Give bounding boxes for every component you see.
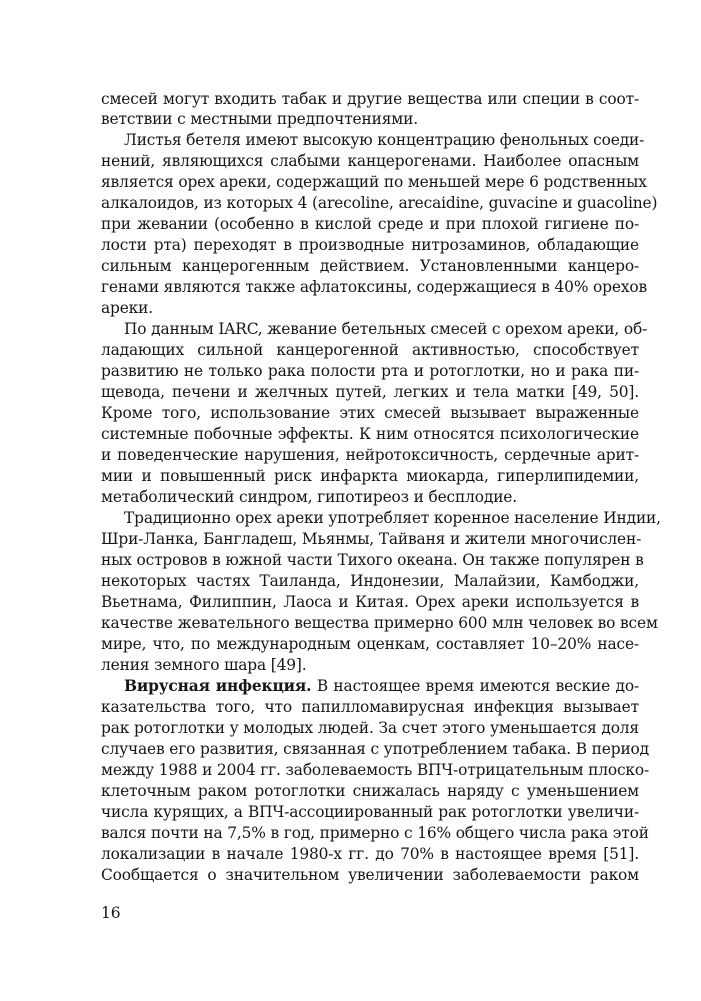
text-line: Кроме того, использование этих смесей вызывает выраженные	[101, 404, 639, 422]
text-line: нений, являющихся слабыми канцерогенами. Наиболее опасным	[101, 152, 639, 170]
text-line: качестве жевательного вещества примерно 600 млн человек во всем	[101, 614, 658, 632]
text-line: числа курящих, а ВПЧ-ассоциированный рак ротоглотки увеличи-	[101, 803, 639, 821]
text-line: смесей могут входить табак и другие вещества или специи в соот-	[101, 90, 639, 108]
text-line	[124, 677, 639, 695]
section-heading: Вирусная инфекция.	[124, 677, 312, 695]
text-line: при жевании (особенно в кислой среде и при плохой гигиене по-	[101, 215, 639, 233]
text-line: Вьетнама, Филиппин, Лаоса и Китая. Орех ареки используется в	[101, 593, 639, 611]
text-line: казательства того, что папилломавирусная инфекция вызывает	[101, 698, 639, 716]
text-line: лости рта) переходят в производные нитрозаминов, обладающие	[101, 236, 639, 254]
text-line: системные побочные эффекты. К ним относятся психологические	[101, 425, 639, 443]
text-line: локализации в начале 1980-х гг. до 70% в настоящее время [51].	[101, 845, 639, 863]
text-run: В настоящее время имеются веские до-	[311, 677, 640, 695]
page-number: 16	[101, 904, 121, 922]
text-line: рак ротоглотки у молодых людей. За счет этого уменьшается доля	[101, 719, 639, 737]
text-line: мире, что, по международным оценкам, составляет 10–20% насе-	[101, 635, 639, 653]
text-line: Сообщается о значительном увеличении заболеваемости раком	[101, 866, 639, 884]
text-line: вался почти на 7,5% в год, примерно с 16% общего числа рака этой	[101, 824, 649, 842]
text-line: ареки.	[101, 299, 154, 317]
text-line: ления земного шара [49].	[101, 656, 307, 674]
text-line: и поведенческие нарушения, нейротоксичность, сердечные арит-	[101, 446, 639, 464]
text-line: случаев его развития, связанная с употреблением табака. В период	[101, 740, 650, 758]
text-line: является орех ареки, содержащий по меньшей мере 6 родственных	[101, 173, 647, 191]
text-line: ладающих сильной канцерогенной активностью, способствует	[101, 341, 639, 359]
text-line: По данным IARC, жевание бетельных смесей с орехом ареки, об-	[124, 320, 648, 338]
text-line: алкалоидов, из которых 4 (arecoline, arecaidine, guvacine и guacoline)	[101, 194, 658, 212]
text-line: между 1988 и 2004 гг. заболеваемость ВПЧ-отрицательным плоско-	[101, 761, 650, 779]
text-line: клеточным раком ротоглотки снижалась наряду с уменьшением	[101, 782, 639, 800]
text-line: некоторых частях Таиланда, Индонезии, Малайзии, Камбоджи,	[101, 572, 639, 590]
text-line: Шри-Ланка, Бангладеш, Мьянмы, Тайваня и жители многочислен-	[101, 530, 642, 548]
text-line: Листья бетеля имеют высокую концентрацию фенольных соеди-	[124, 131, 645, 149]
text-line: ветствии с местными предпочтениями.	[101, 110, 418, 128]
text-line: Традиционно орех ареки употребляет коренное население Индии,	[124, 509, 661, 527]
text-line: щевода, печени и желчных путей, легких и тела матки [49, 50].	[101, 383, 639, 401]
text-line: генами являются также афлатоксины, содержащиеся в 40% орехов	[101, 278, 647, 296]
text-line: ных островов в южной части Тихого океана. Он также популярен в	[101, 551, 644, 569]
text-line: сильным канцерогенным действием. Установленными канцеро-	[101, 257, 639, 275]
text-line: метаболический синдром, гипотиреоз и бесплодие.	[101, 488, 518, 506]
text-line: развитию не только рака полости рта и ротоглотки, но и рака пи-	[101, 362, 639, 380]
text-line: мии и повышенный риск инфаркта миокарда, гиперлипидемии,	[101, 467, 639, 485]
